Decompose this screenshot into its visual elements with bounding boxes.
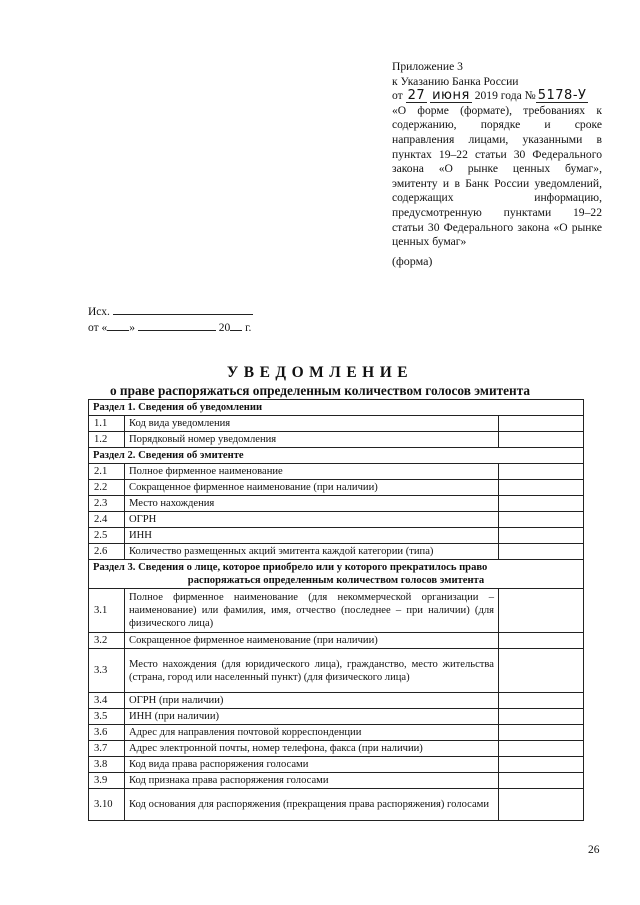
row-label: Код вида права распоряжения голосами bbox=[125, 757, 499, 773]
table-row bbox=[89, 693, 584, 709]
row-number: 3.2 bbox=[89, 633, 125, 649]
row-label: ОГРН (при наличии) bbox=[125, 693, 499, 709]
row-number: 3.8 bbox=[89, 757, 125, 773]
row-label: ИНН (при наличии) bbox=[125, 709, 499, 725]
appendix-text-line: содержащих информацию, bbox=[392, 191, 602, 205]
row-number: 2.1 bbox=[89, 464, 125, 480]
row-number: 3.7 bbox=[89, 741, 125, 757]
table-row bbox=[89, 544, 584, 560]
appendix-line-2: к Указанию Банка России bbox=[392, 74, 519, 88]
table-row bbox=[89, 757, 584, 773]
row-number: 3.4 bbox=[89, 693, 125, 709]
row-label: Полное фирменное наименование (для некоммерческой организации – наименование) или фамилия, имя, отчество (последнее – при наличии) (для физического лица) bbox=[125, 589, 499, 633]
appendix-text-line: направления лицами, указанными в bbox=[392, 132, 602, 146]
row-value-cell[interactable] bbox=[499, 432, 584, 448]
appendix-text-line: содержанию, порядке и сроке bbox=[392, 118, 602, 132]
section-header-row bbox=[89, 560, 584, 589]
section-heading-text: Раздел 1. Сведения об уведомлении bbox=[93, 402, 263, 413]
section-heading-text: Раздел 2. Сведения об эмитенте bbox=[93, 450, 244, 461]
table-row bbox=[89, 649, 584, 693]
row-label: Код признака права распоряжения голосами bbox=[125, 773, 499, 789]
row-label: Сокращенное фирменное наименование (при наличии) bbox=[125, 633, 499, 649]
appendix-text-line: закона «О рынке ценных бумаг», bbox=[392, 162, 602, 176]
section-heading bbox=[89, 560, 584, 589]
table-row bbox=[89, 725, 584, 741]
appendix-text-line: ценных бумаг» bbox=[392, 235, 467, 249]
outgoing-reference bbox=[88, 304, 253, 336]
row-number: 3.3 bbox=[89, 649, 125, 693]
table-row bbox=[89, 416, 584, 432]
row-value-cell[interactable] bbox=[499, 464, 584, 480]
appendix-line-1: Приложение 3 bbox=[392, 60, 463, 73]
row-value-cell[interactable] bbox=[499, 528, 584, 544]
table-row bbox=[89, 464, 584, 480]
handwritten-day: 27 bbox=[407, 88, 426, 104]
table-row bbox=[89, 773, 584, 789]
row-label: ОГРН bbox=[125, 512, 499, 528]
row-number: 2.2 bbox=[89, 480, 125, 496]
row-value-cell[interactable] bbox=[499, 633, 584, 649]
row-value-cell[interactable] bbox=[499, 725, 584, 741]
date-year-blank bbox=[230, 320, 242, 331]
row-value-cell[interactable] bbox=[499, 416, 584, 432]
row-label: Код вида уведомления bbox=[125, 416, 499, 432]
date-month-blank bbox=[138, 320, 216, 331]
document-subtitle: о праве распоряжаться определенным количеством голосов эмитента bbox=[109, 383, 531, 398]
row-number: 2.6 bbox=[89, 544, 125, 560]
appendix-text-line: статьи 30 Федерального закона «О рынке bbox=[392, 220, 602, 234]
row-number: 1.2 bbox=[89, 432, 125, 448]
table-row bbox=[89, 512, 584, 528]
row-value-cell[interactable] bbox=[499, 512, 584, 528]
row-number: 3.10 bbox=[89, 789, 125, 821]
page-number: 26 bbox=[588, 844, 600, 856]
row-label: Полное фирменное наименование bbox=[125, 464, 499, 480]
row-label: Место нахождения bbox=[125, 496, 499, 512]
appendix-header bbox=[392, 60, 602, 250]
row-number: 2.4 bbox=[89, 512, 125, 528]
appendix-text-line: предусмотренную пунктами 19–22 bbox=[392, 205, 602, 219]
section-heading bbox=[89, 448, 584, 464]
row-label: Место нахождения (для юридического лица), гражданство, место жительства (страна, город или населенный пункт) (для физического лица) bbox=[125, 649, 499, 693]
document-title: УВЕДОМЛЕНИЕ bbox=[226, 364, 414, 381]
row-label: Код основания для распоряжения (прекращения права распоряжения) голосами bbox=[125, 789, 499, 821]
section-heading-text-cont: распоряжаться определенным количеством голосов эмитента bbox=[187, 575, 485, 586]
row-number: 2.5 bbox=[89, 528, 125, 544]
outgoing-number-line: Исх. bbox=[88, 304, 253, 320]
row-value-cell[interactable] bbox=[499, 649, 584, 693]
table-row bbox=[89, 633, 584, 649]
outgoing-number-blank bbox=[113, 304, 253, 315]
row-number: 3.5 bbox=[89, 709, 125, 725]
row-value-cell[interactable] bbox=[499, 757, 584, 773]
table-row bbox=[89, 528, 584, 544]
row-label: Количество размещенных акций эмитента каждой категории (типа) bbox=[125, 544, 499, 560]
section-header-row bbox=[89, 400, 584, 416]
form-label: (форма) bbox=[392, 254, 433, 268]
row-label: Адрес электронной почты, номер телефона, факса (при наличии) bbox=[125, 741, 499, 757]
appendix-text-line: пунктах 19–22 статьи 30 Федерального bbox=[392, 147, 602, 161]
handwritten-month: июня bbox=[432, 88, 470, 104]
handwritten-number: 5178-У bbox=[537, 88, 587, 104]
row-number: 3.6 bbox=[89, 725, 125, 741]
section-header-row bbox=[89, 448, 584, 464]
notification-table bbox=[88, 399, 584, 821]
row-value-cell[interactable] bbox=[499, 741, 584, 757]
appendix-text-block bbox=[392, 104, 602, 250]
outgoing-date-line: от « » 20 г. bbox=[88, 322, 252, 334]
row-value-cell[interactable] bbox=[499, 544, 584, 560]
row-value-cell[interactable] bbox=[499, 693, 584, 709]
row-number: 2.3 bbox=[89, 496, 125, 512]
row-value-cell[interactable] bbox=[499, 709, 584, 725]
row-number: 3.1 bbox=[89, 589, 125, 633]
table-row bbox=[89, 741, 584, 757]
table-row bbox=[89, 709, 584, 725]
date-day-blank bbox=[107, 320, 129, 331]
row-label: Адрес для направления почтовой корреспонденции bbox=[125, 725, 499, 741]
table-row bbox=[89, 789, 584, 821]
appendix-text-line: «О форме (формате), требованиях к bbox=[392, 103, 602, 117]
section-heading-text: Раздел 3. Сведения о лице, которое приобрело или у которого прекратилось право bbox=[93, 562, 488, 573]
row-value-cell[interactable] bbox=[499, 589, 584, 633]
section-heading bbox=[89, 400, 584, 416]
table-row bbox=[89, 589, 584, 633]
table-row bbox=[89, 432, 584, 448]
row-value-cell[interactable] bbox=[499, 773, 584, 789]
row-label: Сокращенное фирменное наименование (при наличии) bbox=[125, 480, 499, 496]
appendix-text-line: эмитенту и в Банк России уведомлений, bbox=[392, 176, 602, 190]
row-value-cell[interactable] bbox=[499, 480, 584, 496]
appendix-date-line: от 27 июня 2019 года № 5178-У bbox=[392, 88, 587, 104]
table-row bbox=[89, 480, 584, 496]
row-label: ИНН bbox=[125, 528, 499, 544]
row-number: 1.1 bbox=[89, 416, 125, 432]
row-value-cell[interactable] bbox=[499, 496, 584, 512]
table-row bbox=[89, 496, 584, 512]
row-label: Порядковый номер уведомления bbox=[125, 432, 499, 448]
row-number: 3.9 bbox=[89, 773, 125, 789]
row-value-cell[interactable] bbox=[499, 789, 584, 821]
